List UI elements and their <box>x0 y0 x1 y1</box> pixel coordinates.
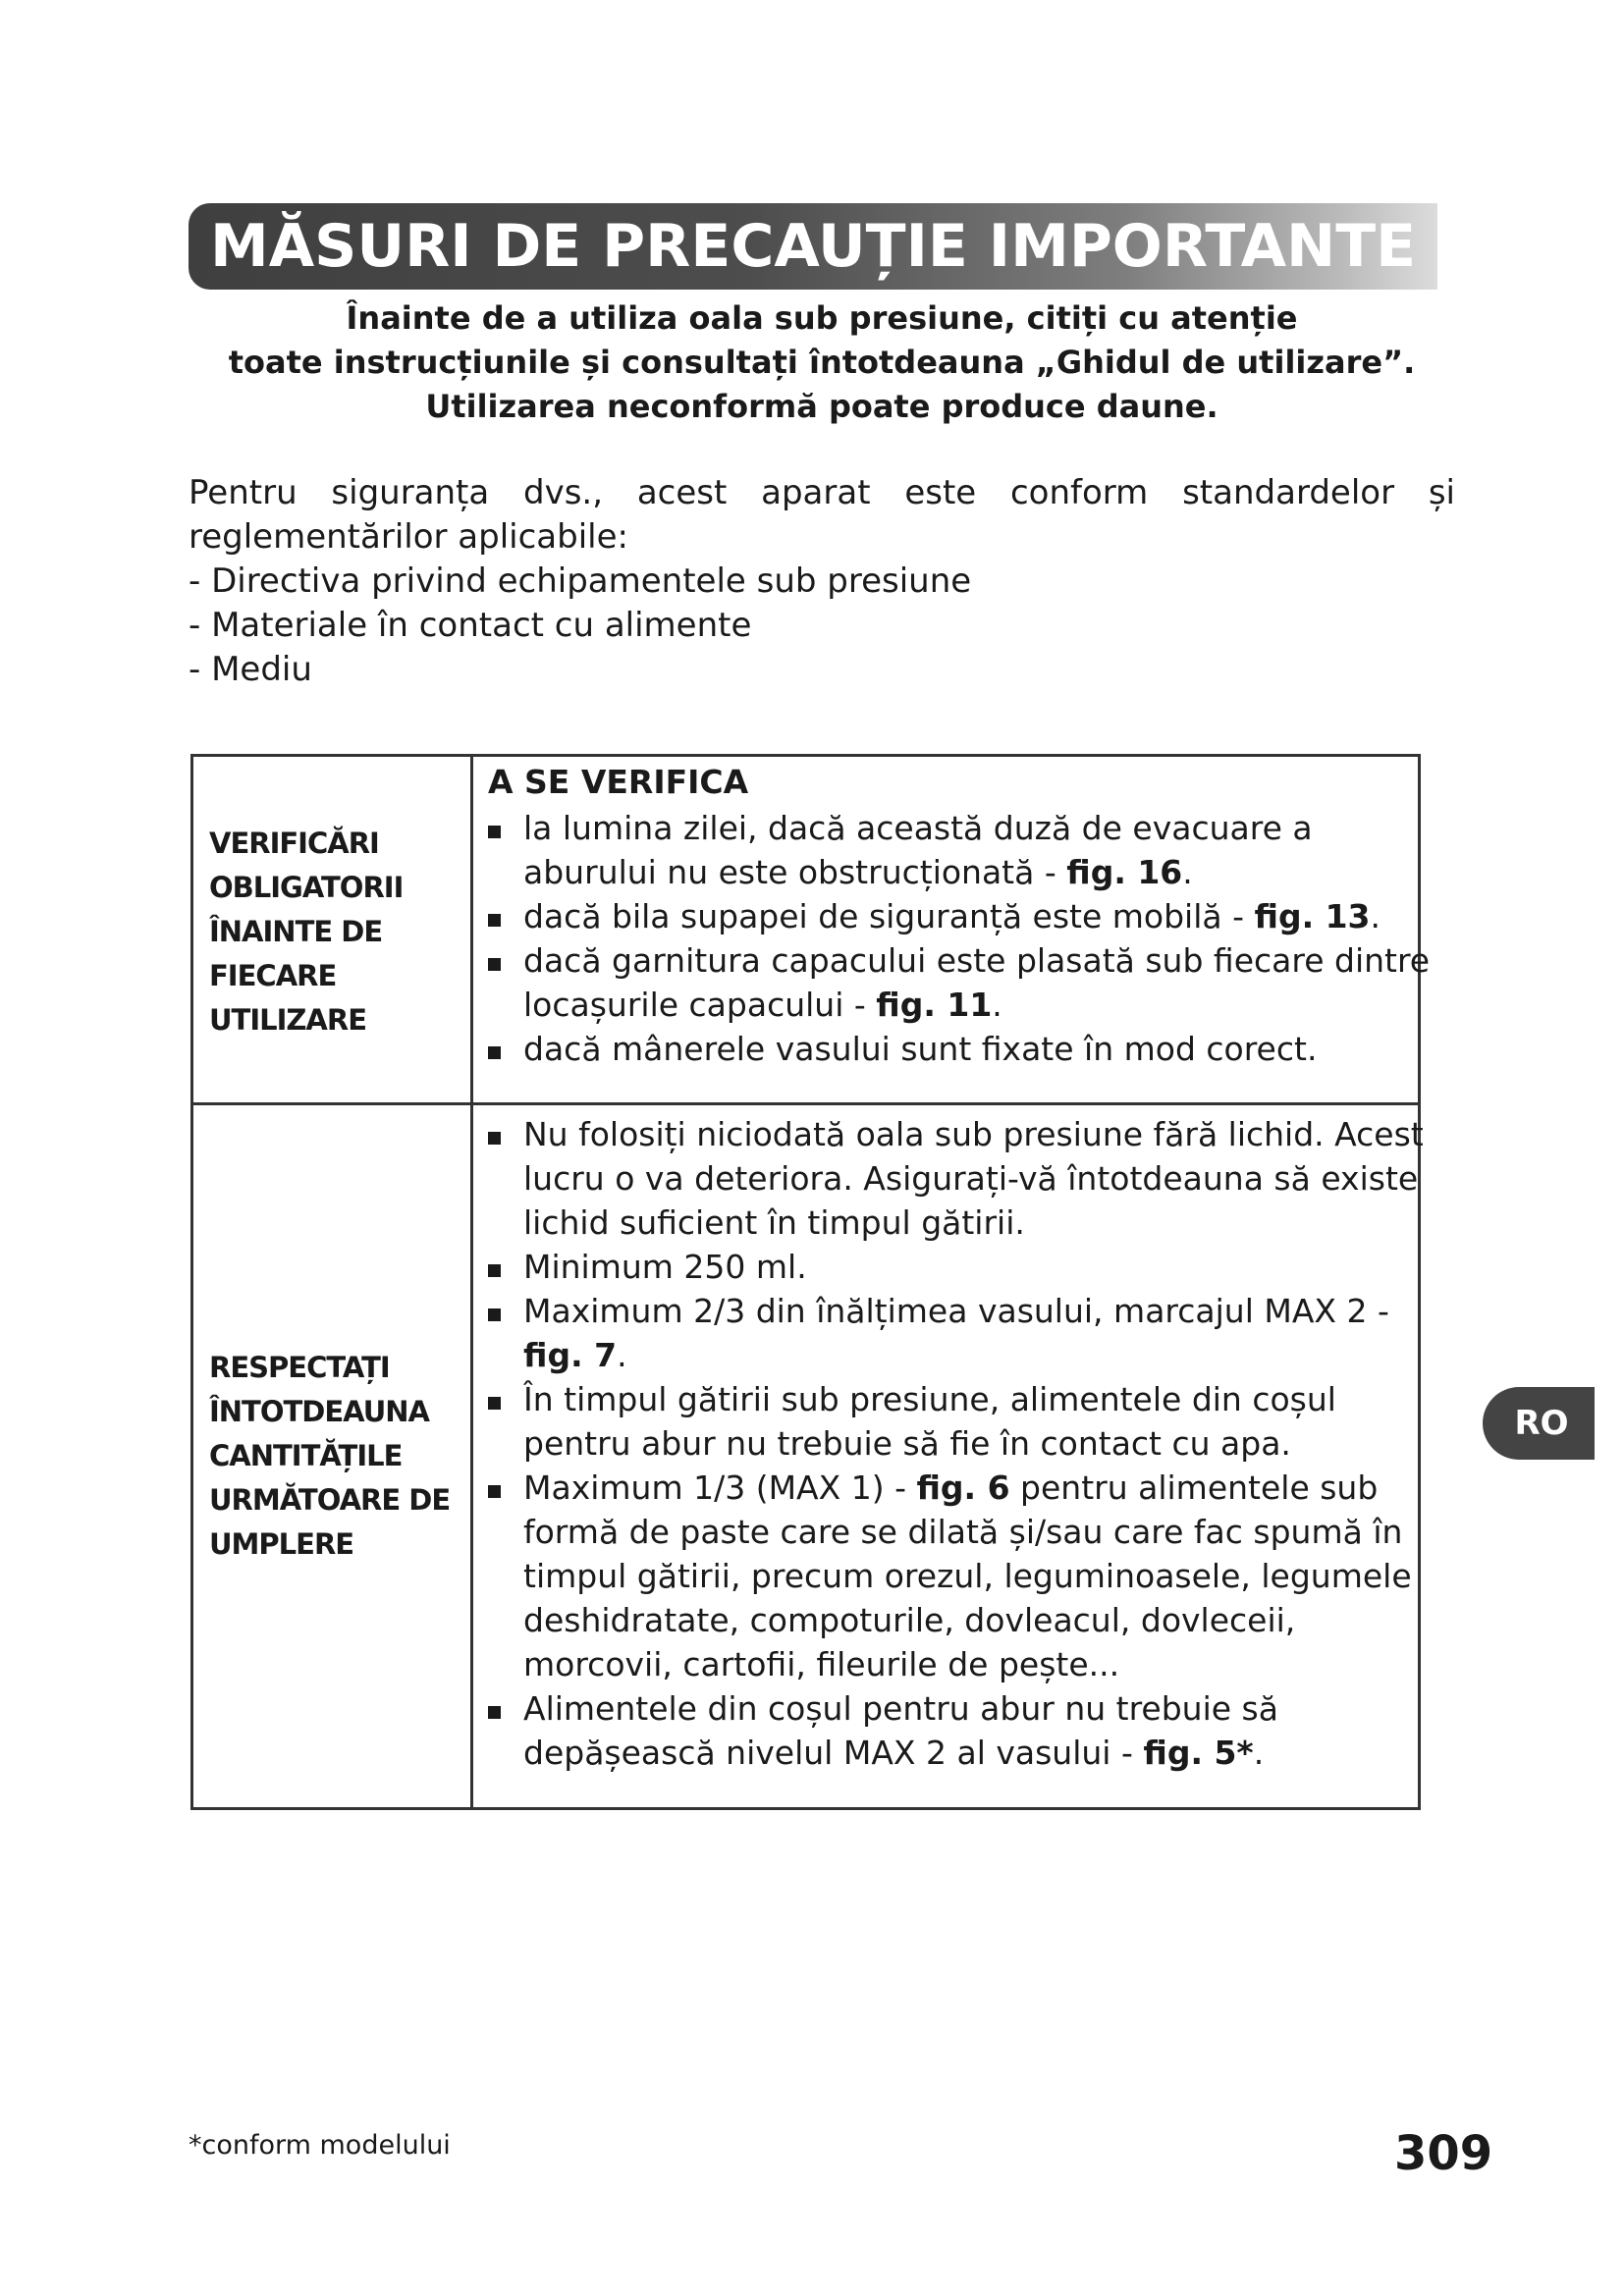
row-header-line: UMPLERE <box>209 1527 354 1561</box>
standard-list-item: - Directiva privind echipamentele sub presiune <box>189 561 972 601</box>
intro-line: toate instrucțiunile și consultați întotdeauna „Ghidul de utilizare”. <box>228 344 1416 381</box>
row-header-line: VERIFICĂRI <box>209 827 379 860</box>
fill-quantities-cell <box>488 1112 1438 1775</box>
word: dvs., <box>523 473 604 512</box>
word: acest <box>636 473 728 512</box>
word: siguranța <box>331 473 490 512</box>
fill-item: Minimum 250 ml. <box>488 1245 1438 1289</box>
word: Pentru <box>189 473 298 512</box>
bullet-square-icon <box>488 1264 501 1277</box>
bullet-square-icon <box>488 958 501 971</box>
row-header-line: ÎNAINTE DE <box>209 915 383 948</box>
bullet-square-icon <box>488 914 501 927</box>
word: aparat <box>761 473 871 512</box>
safety-line: reglementărilor aplicabile: <box>189 517 628 557</box>
intro-warning <box>189 296 1455 429</box>
precautions-table <box>190 754 1431 1810</box>
row-header-line: OBLIGATORII <box>209 871 404 904</box>
row-header-line: ÎNTOTDEAUNA <box>209 1395 429 1428</box>
bullet-square-icon <box>488 1046 501 1059</box>
row-header-checks <box>209 822 464 1042</box>
fill-item: Nu folosiți niciodată oala sub presiune fără lichid. Acest lucru o va deteriora. Asigurați-vă întotdeauna să existe lichid suficient în timpul gătirii. <box>488 1112 1438 1245</box>
word: standardelor <box>1182 473 1395 512</box>
row-header-line: FIECARE <box>209 959 337 992</box>
row-header-line: URMĂTOARE DE <box>209 1483 451 1517</box>
check-item: la lumina zilei, dacă această duză de evacuare a aburului nu este obstrucționată - fig. 16. <box>488 806 1438 894</box>
standard-list-item: - Mediu <box>189 650 312 689</box>
row-header-line: CANTITĂȚILE <box>209 1439 403 1472</box>
bullet-square-icon <box>488 826 501 838</box>
check-item: dacă bila supapei de siguranță este mobilă - fig. 13. <box>488 894 1438 938</box>
word: conform <box>1009 473 1149 512</box>
fill-item: Maximum 2/3 din înălțimea vasului, marcajul MAX 2 - fig. 7. <box>488 1289 1438 1377</box>
safety-paragraph <box>189 471 1455 692</box>
title-banner <box>189 203 1437 290</box>
bullet-square-icon <box>488 1397 501 1410</box>
intro-line: Utilizarea neconformă poate produce daune. <box>425 388 1218 425</box>
bullet-square-icon <box>488 1485 501 1498</box>
check-item: dacă mânerele vasului sunt fixate în mod corect. <box>488 1027 1438 1071</box>
bullet-square-icon <box>488 1706 501 1719</box>
page-title: MĂSURI DE PRECAUȚIE IMPORTANTE <box>210 212 1417 281</box>
row-header-line: UTILIZARE <box>209 1003 367 1037</box>
standard-list-item: - Materiale în contact cu alimente <box>189 606 752 645</box>
figure-reference: fig. 5* <box>1143 1734 1254 1772</box>
footnote: *conform modelului <box>189 2130 451 2161</box>
page-number: 309 <box>1394 2126 1493 2181</box>
check-item: dacă garnitura capacului este plasată sub fiecare dintre locașurile capacului - fig. 11. <box>488 938 1438 1027</box>
word: este <box>904 473 977 512</box>
row-header-fill-quantities <box>209 1346 464 1567</box>
figure-reference: fig. 6 <box>916 1468 1010 1507</box>
figure-reference: fig. 13 <box>1254 897 1371 935</box>
fill-item: În timpul gătirii sub presiune, alimentele din coșul pentru abur nu trebuie să fie în contact cu apa. <box>488 1377 1438 1466</box>
figure-reference: fig. 16 <box>1066 853 1183 891</box>
fill-item: Maximum 1/3 (MAX 1) - fig. 6 pentru alimentele sub formă de paste care se dilată și/sau care fac spumă în timpul gătirii, precum orezul, leguminoasele, legumele deshidratate, compoturile, dovleacul, dovleceii, morcovii, cartofii, fileurile de pește... <box>488 1466 1438 1686</box>
table-column-divider <box>470 757 473 1807</box>
safety-line-justified <box>189 471 1455 515</box>
figure-reference: fig. 7 <box>523 1336 618 1374</box>
table-row-divider <box>193 1102 1418 1105</box>
fill-item: Alimentele din coșul pentru abur nu trebuie să depășească nivelul MAX 2 al vasului - fig. 5*. <box>488 1686 1438 1775</box>
bullet-square-icon <box>488 1308 501 1321</box>
row-header-line: RESPECTAȚI <box>209 1351 390 1384</box>
intro-line: Înainte de a utiliza oala sub presiune, citiți cu atenție <box>346 299 1298 337</box>
figure-reference: fig. 11 <box>876 986 993 1024</box>
word: și <box>1428 473 1455 512</box>
language-tab: RO <box>1483 1387 1595 1460</box>
checks-cell <box>488 761 1438 1071</box>
bullet-square-icon <box>488 1132 501 1145</box>
checks-heading: A SE VERIFICA <box>488 763 749 801</box>
